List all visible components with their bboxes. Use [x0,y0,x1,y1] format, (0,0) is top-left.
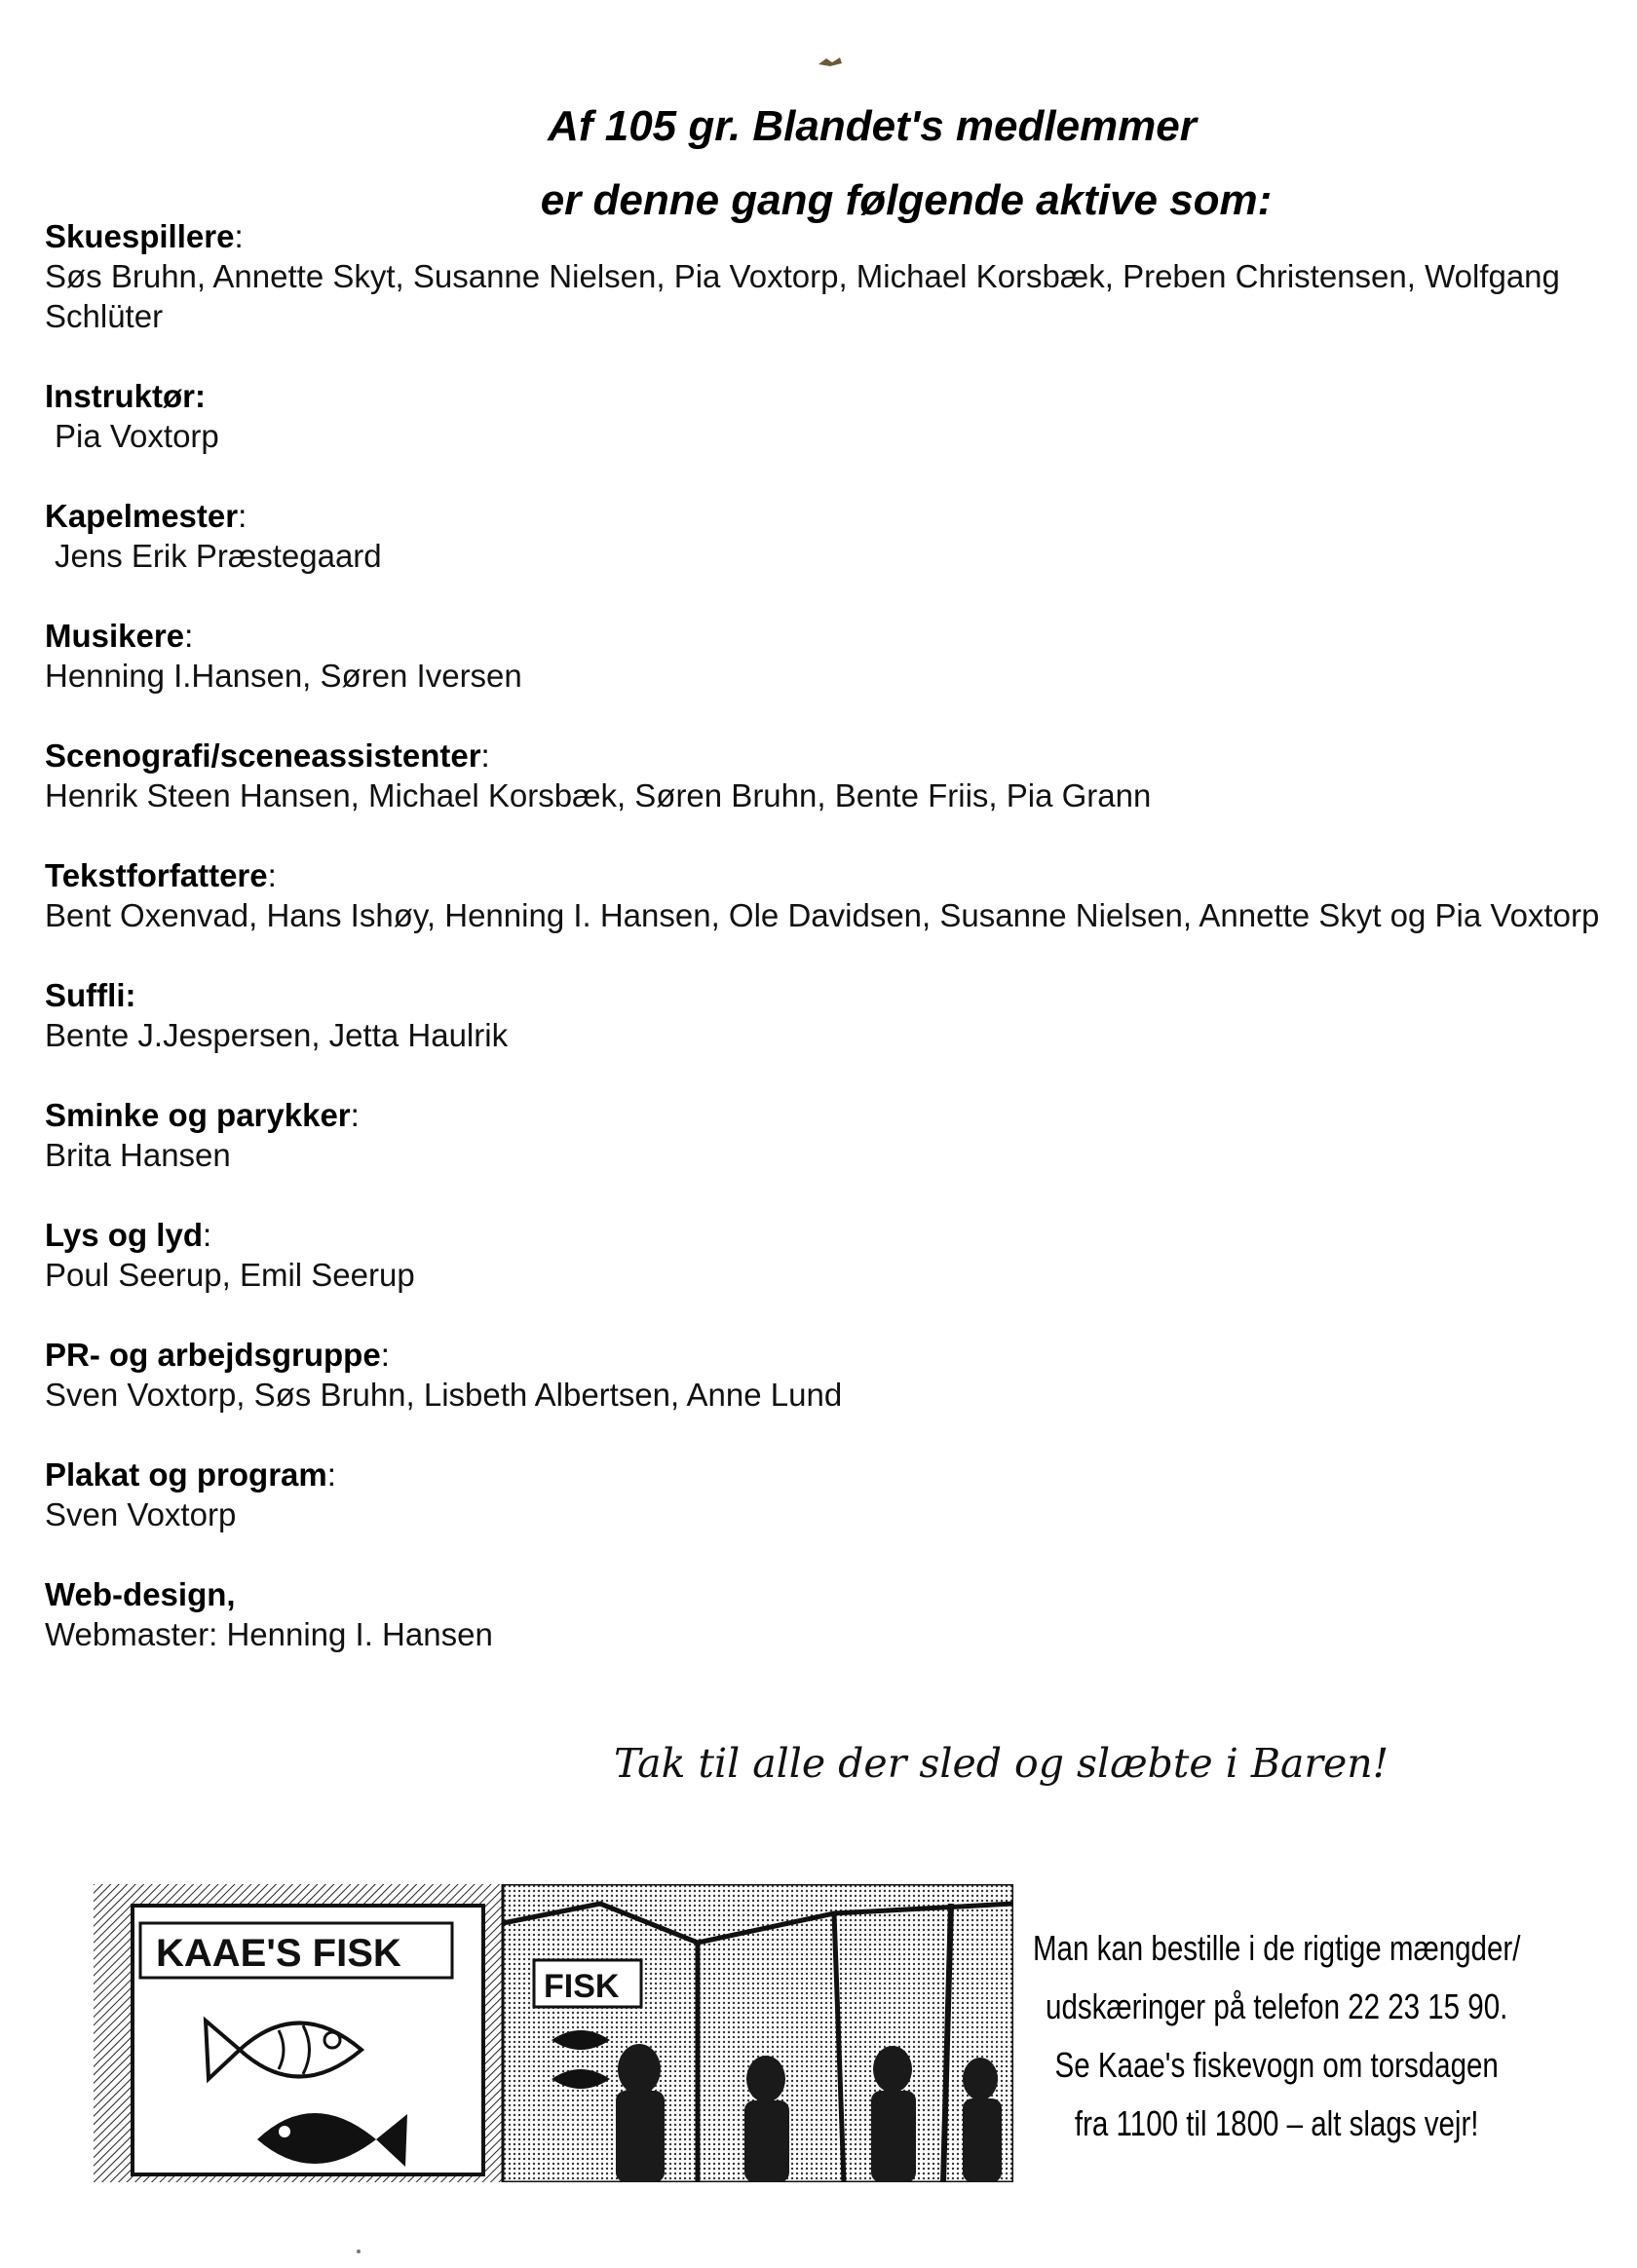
role-title-suffix: : [238,498,247,534]
role-musicians [45,616,1604,696]
role-names: Henrik Steen Hansen, Michael Korsbæk, Søren Bruhn, Bente Friis, Pia Grann [45,777,1152,813]
role-prompter [45,975,1604,1055]
role-title: Skuespillere [45,218,235,254]
role-title-suffix: : [480,737,490,774]
role-names: Bente J.Jespersen, Jetta Haulrik [45,1017,509,1053]
role-names: Søs Bruhn, Annette Skyt, Susanne Nielsen, Pia Voxtorp, Michael Korsbæk, Preben Christensen, Wolfgang Schlüter [45,258,1560,334]
role-title-suffix: : [234,218,244,254]
role-title-suffix: : [326,1456,336,1493]
role-title: Scenografi/sceneassistenter [45,737,481,774]
role-names: Brita Hansen [45,1137,231,1173]
role-title-suffix: : [202,1217,212,1253]
ad-line: udskæringer på telefon 22 23 15 90. [1046,1986,1508,2026]
ad-line: Se Kaae's fiskevogn om torsdagen [1054,2045,1499,2085]
role-pr-group [45,1335,1604,1415]
roles-list [45,216,1604,1694]
fish-shop-ad [94,1884,1555,2182]
role-title-suffix: : [380,1337,390,1373]
role-makeup [45,1095,1604,1175]
role-title: PR- og arbejdsgruppe [45,1337,381,1373]
role-names: Jens Erik Præstegaard [55,538,382,574]
smudge-mark [817,55,844,68]
header-line-2: er denne gang følgende aktive som: [540,176,1273,224]
role-names: Bent Oxenvad, Hans Ishøy, Henning I. Hansen, Ole Davidsen, Susanne Nielsen, Annette Skyt og Pia Voxtorp [45,897,1600,933]
role-names: Webmaster: Henning I. Hansen [45,1616,493,1652]
sign-text: KAAE'S FISK [156,1932,401,1975]
role-names: Pia Voxtorp [55,418,219,454]
role-title: Web-design, [45,1576,236,1612]
ad-line: fra 1100 til 1800 – alt slags vejr! [1074,2103,1479,2143]
role-names: Sven Voxtorp [45,1496,237,1532]
header-line-1: Af 105 gr. Blandet's medlemmer [548,102,1197,150]
role-writers [45,855,1604,935]
role-title: Instruktør: [45,378,206,414]
speck-mark [355,2249,362,2254]
fish-shop-illustration [94,1884,1013,2182]
role-light-sound [45,1215,1604,1295]
role-actors [45,216,1604,336]
role-title: Suffli: [45,977,136,1013]
role-title-suffix: : [267,857,277,893]
role-names: Henning I.Hansen, Søren Iversen [45,658,522,694]
thanks-note: Tak til alle der sled og slæbte i Baren! [614,1740,1390,1787]
ad-line: Man kan bestille i de rigtige mængder/ [1032,1928,1521,1968]
role-title: Lys og lyd [45,1217,203,1253]
role-title-suffix: : [350,1097,360,1133]
ad-text [1029,1919,1524,2153]
role-scenography [45,736,1604,815]
role-title: Plakat og program [45,1456,327,1493]
role-title-suffix: : [184,618,194,654]
role-title: Kapelmester [45,498,239,534]
stall-text: FISK [544,1968,620,2005]
role-bandleader [45,496,1604,576]
role-names: Sven Voxtorp, Søs Bruhn, Lisbeth Albertsen, Anne Lund [45,1377,843,1413]
role-title: Sminke og parykker [45,1097,351,1133]
role-title: Musikere [45,618,185,654]
role-poster-program [45,1455,1604,1534]
role-director [45,376,1604,456]
role-names: Poul Seerup, Emil Seerup [45,1257,415,1293]
role-web-design [45,1574,1604,1654]
role-title: Tekstforfattere [45,857,268,893]
